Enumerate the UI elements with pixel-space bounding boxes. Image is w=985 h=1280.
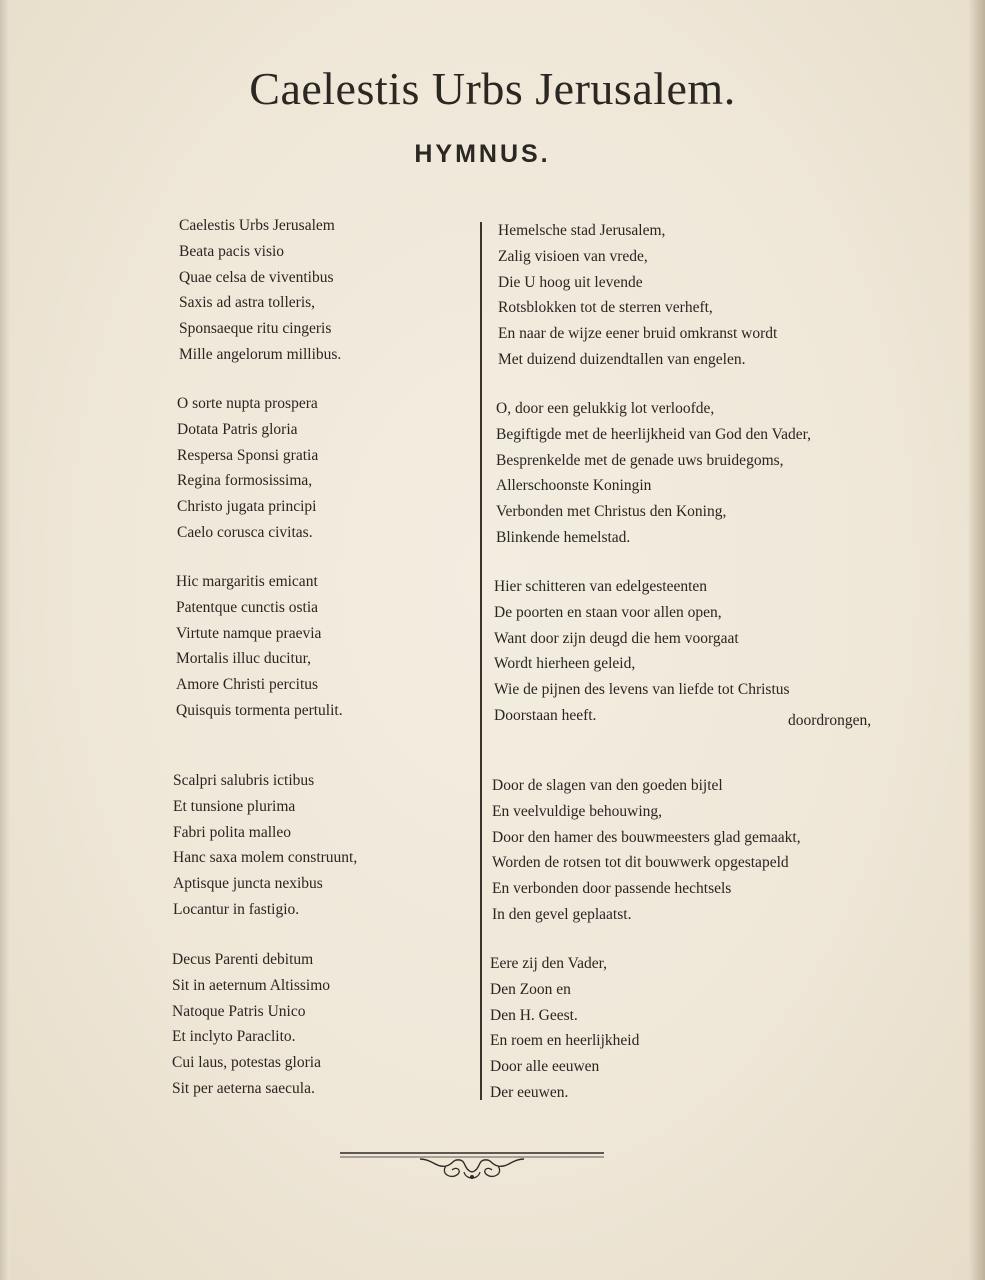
verse-line: Sit in aeternum Altissimo [172,976,331,994]
verse-line: Beata pacis visio [179,242,285,260]
page-subtitle: HYMNUS. [414,140,551,168]
verse-line: En roem en heerlijkheid [490,1032,640,1050]
verse-line: Rotsblokken tot de sterren verheft, [498,299,713,317]
verse-line: Doorstaan heeft. [494,706,597,724]
verse-line: En verbonden door passende hechtsels [492,880,732,898]
verse-line: Mille angelorum millibus. [179,345,342,363]
verse-line: Amore Christi percitus [176,676,319,694]
verse-line: Caelestis Urbs Jerusalem [179,217,335,234]
verse-line: Respersa Sponsi gratia [177,446,319,464]
verse-line: De poorten en staan voor allen open, [494,603,722,621]
verse-line: Locantur in fastigio. [173,900,300,918]
verse-line: Scalpri salubris ictibus [173,772,315,789]
verse-line: Decus Parenti debitum [172,951,314,968]
verse-line: Mortalis illuc ducitur, [176,650,311,668]
verse-line: Zalig visioen van vrede, [498,247,648,265]
dutch-stanza-2 [496,396,811,551]
verse-line: Door alle eeuwen [490,1058,600,1076]
verse-line: Den Zoon en [490,980,571,998]
verse-line: Sit per aeterna saecula. [172,1079,315,1097]
verse-line: Natoque Patris Unico [172,1002,306,1020]
verse-line: Saxis ad astra tolleris, [179,294,316,312]
verse-line: Verbonden met Christus den Koning, [496,503,727,521]
latin-stanza-3 [176,569,343,724]
ornament-divider [340,1148,604,1188]
verse-line: Want door zijn deugd die hem voorgaat [494,629,739,647]
verse-line: O, door een gelukkig lot verloofde, [496,400,715,417]
verse-line: Et inclyto Paraclito. [172,1028,296,1046]
verse-line: Dotata Patris gloria [177,420,298,438]
verse-line: Hier schitteren van edelgesteenten [494,578,708,595]
verse-line: In den gevel geplaatst. [492,905,632,923]
dutch-stanza-1 [498,218,777,373]
verse-line: Besprenkelde met de genade uws bruidegoms, [496,451,784,469]
verse-line-continuation: doordrongen, [788,712,872,729]
verse-line: Hanc saxa molem construunt, [173,849,358,867]
latin-stanza-2 [177,391,318,546]
latin-stanza-1 [179,213,341,368]
page-title: Caelestis Urbs Jerusalem. [249,63,736,114]
verse-line: Worden de rotsen tot dit bouwwerk opgestapeld [492,854,789,872]
verse-line: Sponsaeque ritu cingeris [179,320,332,338]
verse-line: Regina formosissima, [177,472,313,490]
verse-line: O sorte nupta prospera [177,395,318,412]
verse-line: Caelo corusca civitas. [177,523,313,541]
verse-line: Aptisque juncta nexibus [173,875,323,893]
verse-line: Hic margaritis emicant [176,573,318,590]
verse-line: Patentque cunctis ostia [176,598,319,616]
verse-line: Virtute namque praevia [176,624,322,642]
verse-line: Quisquis tormenta pertulit. [176,701,343,719]
verse-line: Blinkende hemelstad. [496,528,631,546]
page-right-edge [969,0,985,1280]
latin-stanza-5 [172,947,330,1102]
verse-line: Hemelsche stad Jerusalem, [498,222,666,239]
dutch-stanza-3 [494,574,790,729]
verse-line: Christo jugata principi [177,498,317,516]
verse-line: En naar de wijze eener bruid omkranst wordt [498,325,778,343]
verse-line: Der eeuwen. [490,1083,569,1101]
verse-line: Wie de pijnen des levens van liefde tot Christus [494,681,790,699]
verse-line: Et tunsione plurima [173,797,296,815]
verse-line: En veelvuldige behouwing, [492,802,663,820]
latin-stanza-4 [173,768,357,923]
verse-line: Quae celsa de viventibus [179,268,334,286]
verse-line: Door de slagen van den goeden bijtel [492,777,723,794]
dutch-stanza-5 [490,951,639,1106]
dutch-stanza-4 [492,773,801,928]
verse-line: Eere zij den Vader, [490,955,608,972]
verse-line: Cui laus, potestas gloria [172,1054,321,1072]
verse-line: Begiftigde met de heerlijkheid van God den Vader, [496,425,812,443]
verse-line: Die U hoog uit levende [498,273,643,291]
column-divider [480,222,482,1100]
verse-line: Fabri polita malleo [173,823,291,841]
verse-line: Allerschoonste Koningin [496,477,652,495]
verse-line: Den H. Geest. [490,1006,578,1024]
page-left-edge [0,0,10,1280]
verse-line: Wordt hierheen geleid, [494,655,636,673]
verse-line: Met duizend duizendtallen van engelen. [498,350,746,368]
verse-line: Door den hamer des bouwmeesters glad gemaakt, [492,828,801,846]
